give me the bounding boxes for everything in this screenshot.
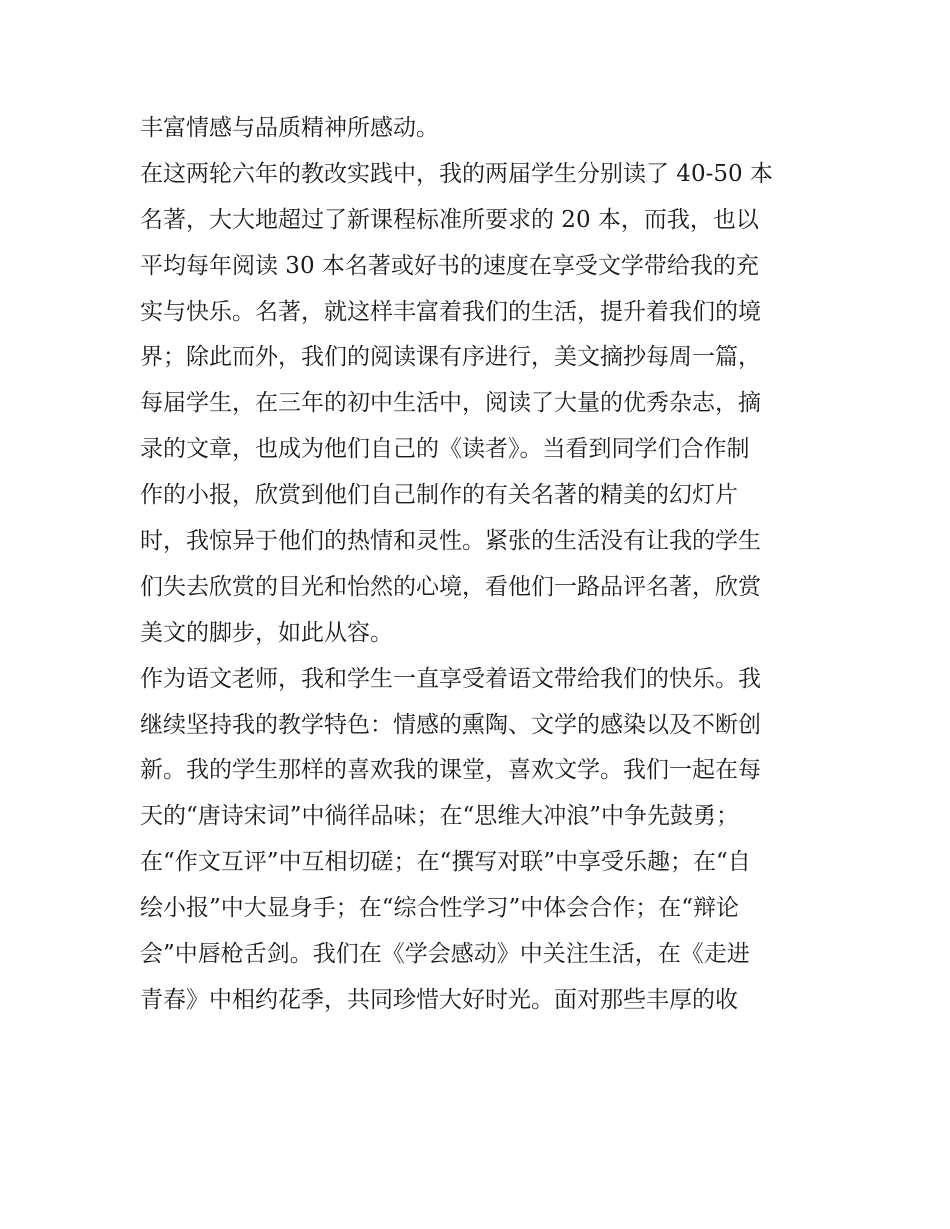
text-line: 界；除此而外，我们的阅读课有序进行，美文摘抄每周一篇， bbox=[140, 344, 761, 371]
text-line: 绘小报”中大显身手；在“综合性学习”中体会合作；在“辩论 bbox=[140, 895, 740, 922]
body-text bbox=[140, 106, 820, 1024]
text-line: 录的文章，也成为他们自己的《读者》。当看到同学们合作制 bbox=[140, 436, 750, 463]
text-line: 新。我的学生那样的喜欢我的课堂，喜欢文学。我们一起在每 bbox=[140, 757, 761, 784]
text-line: 青春》中相约花季，共同珍惜大好时光。面对那些丰厚的收 bbox=[140, 986, 738, 1013]
text-line: 美文的脚步，如此从容。 bbox=[140, 619, 393, 646]
text-line: 会”中唇枪舌剑。我们在《学会感动》中关注生活，在《走进 bbox=[140, 941, 750, 968]
text-line: 天的“唐诗宋词”中徜徉品味；在“思维大冲浪”中争先鼓勇； bbox=[140, 803, 740, 830]
text-line: 们失去欣赏的目光和怡然的心境，看他们一路品评名著，欣赏 bbox=[140, 573, 761, 600]
text-line: 名著，大大地超过了新课程标准所要求的 20 本，而我，也以 bbox=[140, 206, 759, 233]
text-line: 作的小报，欣赏到他们自己制作的有关名著的精美的幻灯片 bbox=[140, 482, 738, 509]
text-line: 平均每年阅读 30 本名著或好书的速度在享受文学带给我的充 bbox=[140, 252, 759, 279]
text-line: 继续坚持我的教学特色：情感的熏陶、文学的感染以及不断创 bbox=[140, 711, 761, 738]
text-line: 丰富情感与品质精神所感动。 bbox=[140, 115, 439, 141]
text-line: 在“作文互评”中互相切磋；在“撰写对联”中享受乐趣；在“自 bbox=[140, 849, 751, 876]
text-line: 每届学生，在三年的初中生活中，阅读了大量的优秀杂志，摘 bbox=[140, 390, 761, 417]
text-line: 时，我惊异于他们的热情和灵性。紧张的生活没有让我的学生 bbox=[140, 528, 761, 555]
text-line: 在这两轮六年的教改实践中，我的两届学生分别读了 40-50 本 bbox=[140, 160, 773, 187]
text-line: 作为语文老师，我和学生一直享受着语文带给我们的快乐。我 bbox=[140, 665, 761, 692]
text-line: 实与快乐。名著，就这样丰富着我们的生活，提升着我们的境 bbox=[140, 298, 761, 325]
